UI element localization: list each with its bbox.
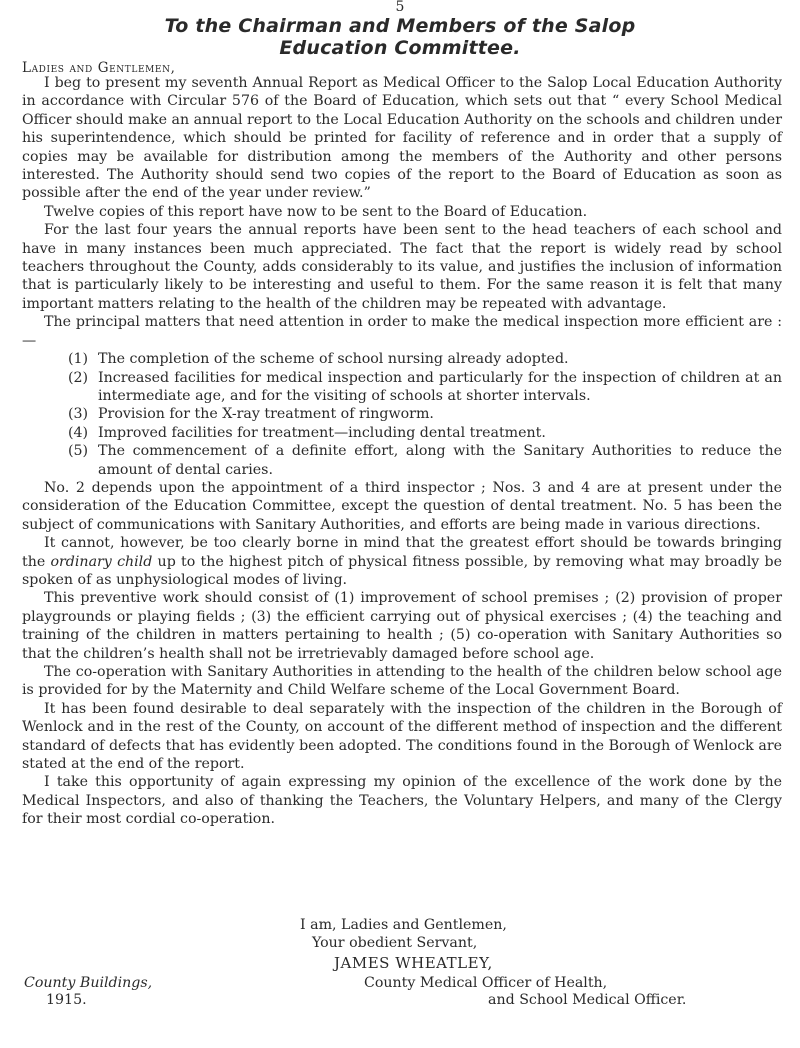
list-text: Improved facilities for treatment—including dental treatment. (98, 424, 546, 441)
paragraph: Twelve copies of this report have now to be sent to the Board of Education. (44, 203, 588, 220)
paragraph: The principal matters that need attention in order to make the medical inspection more efficient are :— (22, 314, 782, 349)
list-number: (2) (68, 369, 89, 386)
signer-role-1: County Medical Officer of Health, (364, 975, 608, 991)
paragraph-end: up to the highest pitch of physical fitness possible, by removing what may broadly be spoken of as unphysiological modes of living. (22, 553, 783, 588)
list-number: (1) (68, 351, 89, 368)
list-text: Provision for the X-ray treatment of ringworm. (98, 406, 434, 423)
signer-role-2: and School Medical Officer. (488, 992, 687, 1008)
title-line-2: Education Committee. (279, 37, 521, 59)
letter-body (22, 74, 782, 829)
paragraph (22, 534, 782, 589)
list-number: (3) (68, 406, 89, 423)
list-text: The commencement of a definite effort, along with the Sanitary Authorities to reduce the amount of dental caries. (98, 443, 782, 478)
paragraph: For the last four years the annual reports have been sent to the head teachers of each school and have in many instances been much appreciated. The fact that the report is widely read by school teachers throughout the County, adds considerably to its value, and justifies the inclusion of information that is particularly likely to be interesting and useful to them. For the same reason it is felt that many important matters relating to the health of the children may be repeated with advantage. (22, 222, 782, 312)
list-item (22, 424, 782, 442)
signer-name: JAMES WHEATLEY, (334, 954, 493, 972)
list-item (22, 442, 782, 479)
paragraph: The co-operation with Sanitary Authorities in attending to the health of the children below school age is provided for by the Maternity and Child Welfare scheme of the Local Government Board. (22, 664, 782, 699)
page-number: 5 (395, 0, 405, 15)
emphasis-ordinary-child: ordinary child (50, 553, 153, 570)
list-number: (4) (68, 424, 89, 441)
paragraph: I take this opportunity of again expressing my opinion of the excellence of the work done by the Medical Inspectors, and also of thanking the Teachers, the Voluntary Helpers, and many of the Clergy for their most cordial co-operation. (22, 774, 782, 828)
list-number: (5) (68, 443, 89, 460)
list-item (22, 405, 782, 423)
paragraph: No. 2 depends upon the appointment of a third inspector ; Nos. 3 and 4 are at present under the consideration of the Education Committee, except the question of dental treatment. No. 5 has been the subject of communications with Sanitary Authorities, and efforts are being made in various directions. (22, 479, 782, 533)
attention-list (22, 350, 782, 479)
paragraph: This preventive work should consist of (1) improvement of school premises ; (2) provision of proper playgrounds or playing fields ; (3) the efficient carrying out of physical exercises ; (4) the teaching and training of the children in matters pertaining to health ; (5) co-operation with Sanitary Authorities so that the children’s health shall not be irretrievably damaged before school age. (22, 590, 782, 662)
paragraph: I beg to present my seventh Annual Report as Medical Officer to the Salop Local Education Authority in accordance with Circular 576 of the Board of Education, which sets out that “ every School Medical Officer should make an annual report to the Local Education Authority on the schools and children under his superintendence, which should be printed for facility of reference and in order that a supply of copies may be available for distribution among the members of the Authority and other persons interested. The Authority should send two copies of the report to the Board of Education as soon as possible after the end of the year under review.” (22, 75, 782, 202)
title-line-1: To the Chairman and Members of the Salop (164, 15, 636, 37)
year: 1915. (46, 992, 87, 1008)
closing-line-2: Your obedient Servant, (312, 935, 478, 951)
list-text: The completion of the scheme of school nursing already adopted. (98, 351, 569, 368)
place: County Buildings, (24, 975, 153, 991)
list-text: Increased facilities for medical inspection and particularly for the inspection of children at an intermediate age, and for the visiting of schools at shorter intervals. (98, 369, 782, 404)
list-item (22, 350, 782, 368)
paragraph-start: It cannot, however, be too clearly borne in mind that the greatest effort should be towards bringing the (22, 535, 782, 570)
list-item (22, 369, 782, 406)
salutation: Ladies and Gentlemen, (22, 60, 176, 76)
closing-line-1: I am, Ladies and Gentlemen, (300, 917, 507, 933)
paragraph: It has been found desirable to deal separately with the inspection of the children in the Borough of Wenlock and in the rest of the County, on account of the different method of inspection and the different standard of defects that has evidently been adopted. The conditions found in the Borough of Wenlock are stated at the end of the report. (22, 700, 782, 773)
